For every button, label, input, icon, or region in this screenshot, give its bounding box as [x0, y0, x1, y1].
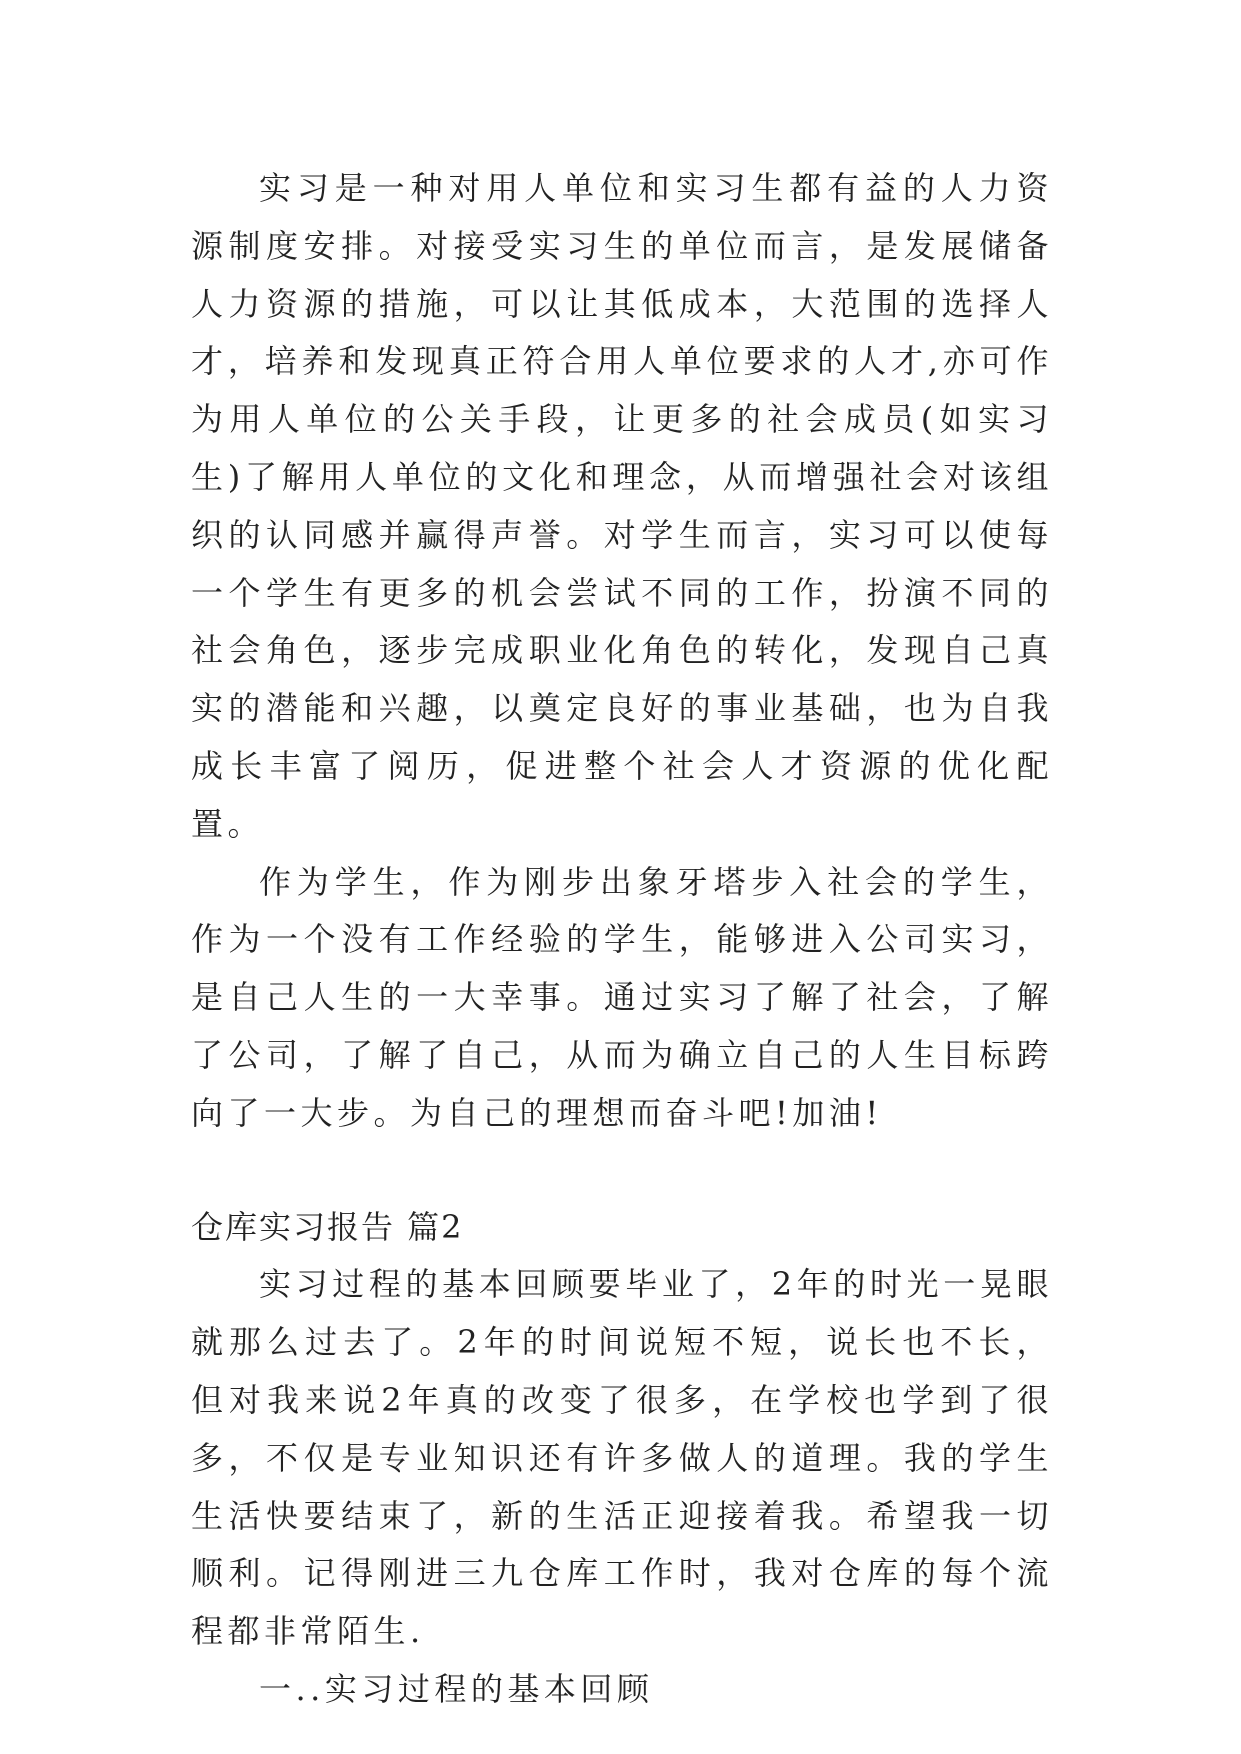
- section-heading: 仓库实习报告 篇2: [191, 1207, 464, 1246]
- document-body: [191, 160, 1053, 1719]
- paragraph-review-intro: 实习过程的基本回顾要毕业了，2年的时光一晃眼就那么过去了。2年的时间说短不短，说长也不长，但对我来说2年真的改变了很多，在学校也学到了很多，不仅是专业知识还有许多做人的道理。我的学生生活快要结束了，新的生活正迎接着我。希望我一切顺利。记得刚进三九仓库工作时，我对仓库的每个流程都非常陌生.: [191, 1265, 1053, 1651]
- paragraph-internship-benefits: 实习是一种对用人单位和实习生都有益的人力资源制度安排。对接受实习生的单位而言，是发展储备人力资源的措施，可以让其低成本，大范围的选择人才，培养和发现真正符合用人单位要求的人才,亦可作为用人单位的公关手段，让更多的社会成员(如实习生)了解用人单位的文化和理念，从而增强社会对该组织的认同感并赢得声誉。对学生而言，实习可以使每一个学生有更多的机会尝试不同的工作，扮演不同的社会角色，逐步完成职业化角色的转化，发现自己真实的潜能和兴趣，以奠定良好的事业基础，也为自我成长丰富了阅历，促进整个社会人才资源的优化配置。: [191, 169, 1053, 843]
- paragraph-student-perspective: 作为学生，作为刚步出象牙塔步入社会的学生，作为一个没有工作经验的学生，能够进入公司实习，是自己人生的一大幸事。通过实习了解了社会，了解了公司，了解了自己，从而为确立自己的人生目标跨向了一大步。为自己的理想而奋斗吧!加油!: [191, 862, 1053, 1132]
- subheading-basic-review: 一..实习过程的基本回顾: [259, 1669, 654, 1708]
